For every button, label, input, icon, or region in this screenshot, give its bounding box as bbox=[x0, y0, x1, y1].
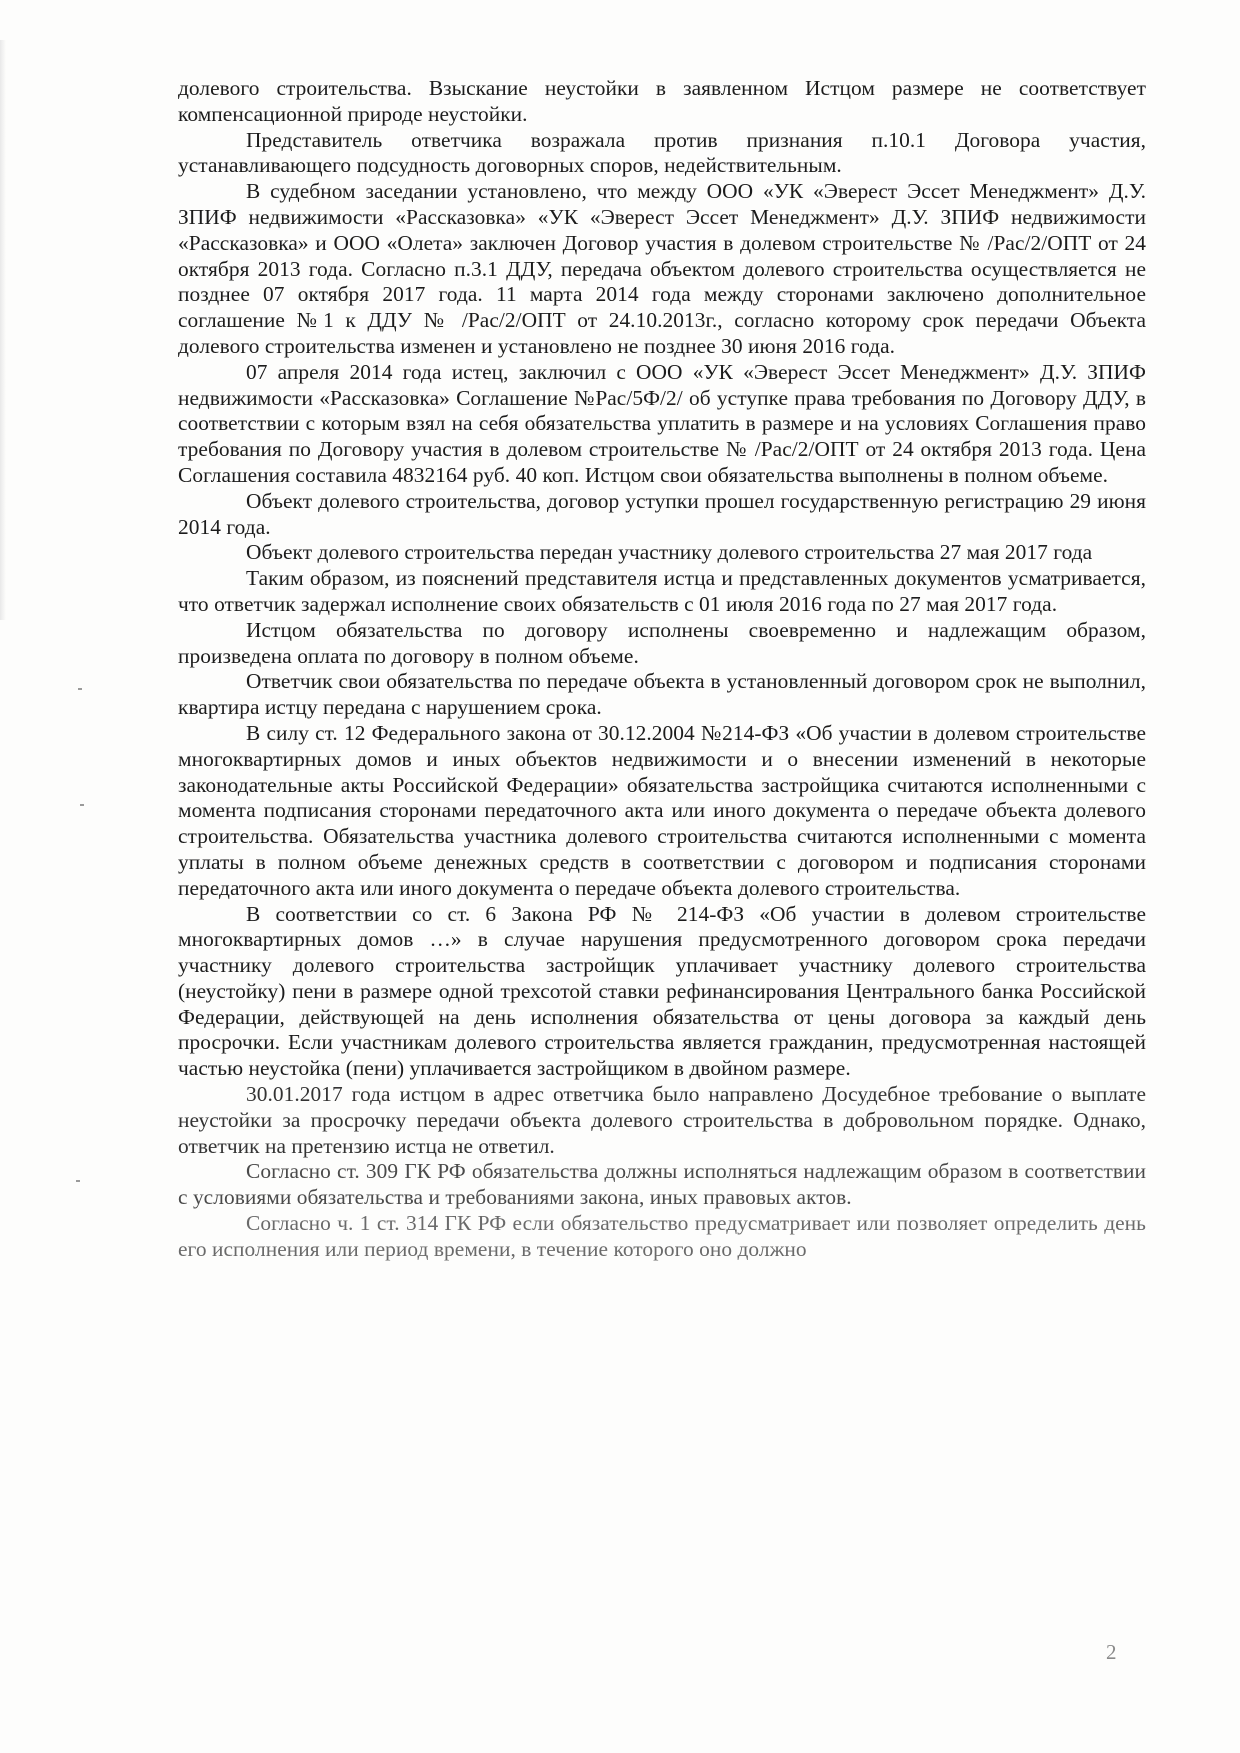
paragraph: В судебном заседании установлено, что между ООО «УК «Эверест Эссет Менеджмент» Д.У. ЗПИФ недвижимости «Рассказовка» «УК «Эверест Эссет Менеджмент» Д.У. ЗПИФ недвижимости «Рассказовка» и ООО «Олета» заключен Договор участия в долевом строительстве № /Рас/2/ОПТ от 24 октября 2013 года. Согласно п.3.1 ДДУ, передача объектом долевого строительства осуществляется не позднее 07 октября 2017 года. 11 марта 2014 года между сторонами заключено дополнительное соглашение №1 к ДДУ № /Рас/2/ОПТ от 24.10.2013г., согласно которому срок передачи Объекта долевого строительства изменен и установлено не позднее 30 июня 2016 года. bbox=[178, 179, 1146, 358]
paragraph: В соответствии со ст. 6 Закона РФ № 214-ФЗ «Об участии в долевом строительстве многоквартирных домов …» в случае нарушения предусмотренного договором срока передачи участнику долевого строительства застройщик уплачивает участнику долевого строительства (неустойку) пени в размере одной трехсотой ставки рефинансирования Центрального банка Российской Федерации, действующей на день исполнения обязательства от цены договора за каждый день просрочки. Если участникам долевого строительства является гражданин, предусмотренная настоящей частью неустойка (пени) уплачивается застройщиком в двойном размере. bbox=[178, 901, 1146, 1081]
paragraph: В силу ст. 12 Федерального закона от 30.12.2004 №214-ФЗ «Об участии в долевом строительстве многоквартирных домов и иных объектов недвижимости и о внесении изменений в некоторые законодательные акты Российской Федерации» обязательства застройщика считаются исполненными с момента подписания сторонами передаточного акта или иного документа о передаче объекта долевого строительства. Обязательства участника долевого строительства считаются исполненными с момента уплаты в полном объеме денежных средств в соответствии с договором и подписания сторонами передаточного акта или иного документа о передаче объекта долевого строительства. bbox=[178, 720, 1146, 900]
scan-edge-shadow bbox=[0, 40, 6, 620]
document-body bbox=[178, 76, 1146, 1263]
paragraph: Объект долевого строительства, договор уступки прошел государственную регистрацию 29 июня 2014 года. bbox=[178, 488, 1146, 539]
paragraph: Представитель ответчика возражала против признания п.10.1 Договора участия, устанавливающего подсудность договорных споров, недействительным. bbox=[178, 127, 1146, 178]
paragraph: Согласно ст. 309 ГК РФ обязательства должны исполняться надлежащим образом в соответствии с условиями обязательства и требованиями закона, иных правовых актов. bbox=[178, 1159, 1146, 1210]
scan-speck bbox=[78, 688, 82, 690]
paragraph: Объект долевого строительства передан участнику долевого строительства 27 мая 2017 года bbox=[246, 540, 1093, 565]
paragraph: Истцом обязательства по договору исполнены своевременно и надлежащим образом, произведена оплата по договору в полном объеме. bbox=[178, 617, 1146, 668]
page-number: 2 bbox=[1106, 1640, 1117, 1664]
paragraph: Таким образом, из пояснений представителя истца и представленных документов усматривается, что ответчик задержал исполнение своих обязательств с 01 июля 2016 года по 27 мая 2017 года. bbox=[178, 566, 1146, 616]
paragraph: Ответчик свои обязательства по передаче объекта в установленный договором срок не выполнил, квартира истцу передана с нарушением срока. bbox=[178, 669, 1146, 720]
paragraph: долевого строительства. Взыскание неустойки в заявленном Истцом размере не соответствует компенсационной природе неустойки. bbox=[178, 76, 1146, 126]
scan-speck bbox=[80, 804, 84, 806]
paragraph: Согласно ч. 1 ст. 314 ГК РФ если обязательство предусматривает или позволяет определить день его исполнения или период времени, в течение которого оно должно bbox=[178, 1211, 1146, 1261]
paragraph: 30.01.2017 года истцом в адрес ответчика было направлено Досудебное требование о выплате неустойки за просрочку передачи объекта долевого строительства в добровольном порядке. Однако, ответчик на претензию истца не ответил. bbox=[178, 1082, 1146, 1158]
paragraph: 07 апреля 2014 года истец, заключил с ООО «УК «Эверест Эссет Менеджмент» Д.У. ЗПИФ недвижимости «Рассказовка» Соглашение №Рас/5Ф/2/ об уступке права требования по Договору ДДУ, в соответствии с которым взял на себя обязательства уплатить в размере и на условиях Соглашения право требования по Договору участия в долевом строительстве № /Рас/2/ОПТ от 24 октября 2013 года. Цена Соглашения составила 4832164 руб. 40 коп. Истцом свои обязательства выполнены в полном объеме. bbox=[178, 359, 1146, 487]
scan-speck bbox=[76, 1180, 80, 1182]
